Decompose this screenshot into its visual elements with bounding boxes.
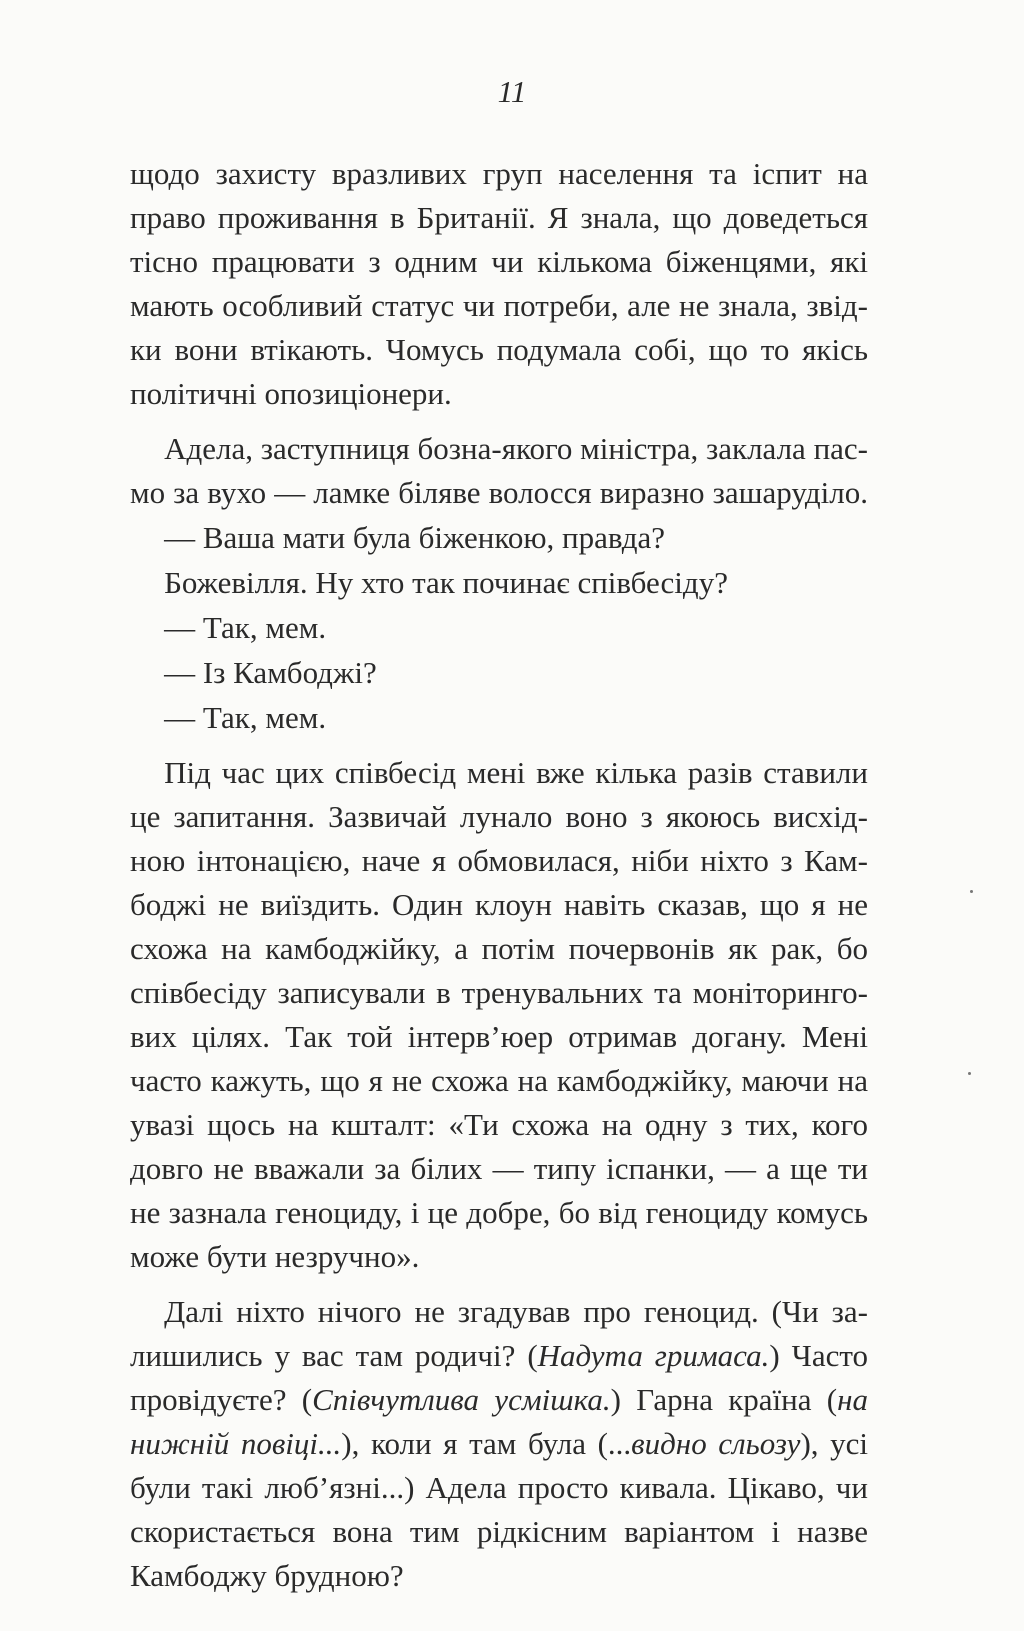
text-segment: лишились у вас там родичі? ( — [130, 1338, 538, 1373]
text-segment: ) Часто — [769, 1338, 868, 1373]
text-line — [130, 1554, 868, 1598]
text-line: щодо захисту вразливих груп населення та іспит на — [130, 156, 868, 191]
paper-speck — [970, 890, 973, 893]
paragraph — [130, 751, 868, 1279]
text-line: співбесіду записували в тренувальних та моніторинго- — [130, 975, 868, 1010]
text-line: боджі не виїздить. Один клоун навіть сказав, що я не — [130, 887, 868, 922]
text-line: ки вони втікають. Чомусь подумала собі, що то якісь — [130, 332, 868, 367]
text-line: Під час цих співбесід мені вже кілька разів ставили — [164, 755, 868, 790]
text-line: часто кажуть, що я не схожа на камбоджійку, маючи на — [130, 1063, 868, 1098]
text-segment: Далі ніхто нічого не згадував про геноцид. (Чи за- — [164, 1294, 868, 1329]
dialogue-line — [130, 651, 868, 695]
text-line: право проживання в Британії. Я знала, що доведеться — [130, 200, 868, 235]
text-line: вих цілях. Так той інтерв’юер отримав догану. Мені — [130, 1019, 868, 1054]
text-line: схожа на камбоджійку, а потім почервонів як рак, бо — [130, 931, 868, 966]
italic-segment: видно сльозу — [631, 1426, 801, 1461]
dialogue-line — [130, 696, 868, 740]
paragraph — [130, 152, 868, 416]
italic-segment: Співчутлива усмішка. — [312, 1382, 611, 1417]
text-segment: ), усі — [800, 1426, 869, 1461]
text-line: увазі щось на кшталт: «Ти схожа на одну з тих, кого — [130, 1107, 868, 1142]
text-line: тісно працювати з одним чи кількома біженцями, які — [130, 244, 868, 279]
text-segment: провідуєте? ( — [130, 1382, 313, 1417]
text-line: — Ваша мати була біженкою, правда? — [164, 520, 666, 555]
text-segment: ) Гарна країна ( — [610, 1382, 838, 1417]
text-line — [130, 1422, 868, 1466]
text-line — [130, 1290, 868, 1334]
text-line: — Із Камбоджі? — [164, 655, 377, 690]
dialogue-line — [130, 516, 868, 560]
text-line — [130, 1466, 868, 1510]
italic-segment: Надута гримаса. — [537, 1338, 770, 1373]
paragraph — [130, 1290, 868, 1598]
text-segment: ), коли я там була (... — [341, 1426, 632, 1461]
italic-segment: на — [837, 1382, 869, 1417]
text-line: мають особливий статус чи потреби, але не знала, звід- — [130, 288, 868, 323]
text-segment: були такі люб’язні...) Адела просто кивала. Цікаво, чи — [130, 1470, 868, 1505]
text-line: Адела, заступниця бозна-якого міністра, заклала пас- — [164, 431, 868, 466]
text-line: ною інтонацією, наче я обмовилася, ніби ніхто з Кам- — [130, 843, 868, 878]
text-line: довго не вважали за білих — типу іспанки, — а ще ти — [130, 1151, 868, 1186]
text-line — [130, 1334, 868, 1378]
page-number: 11 — [497, 74, 527, 109]
text-line: може бути незручно». — [130, 1239, 420, 1274]
text-line: — Так, мем. — [164, 610, 327, 645]
italic-segment: нижній повіці... — [130, 1426, 342, 1461]
text-line: політичні опозиціонери. — [130, 376, 452, 411]
text-line: мо за вухо — ламке біляве волосся виразно зашаруділо. — [130, 475, 868, 510]
text-line: це запитання. Зазвичай лунало воно з якоюсь висхід- — [130, 799, 868, 834]
text-line: не зазнала геноциду, і це добре, бо від геноциду комусь — [130, 1195, 868, 1230]
dialogue-line — [130, 606, 868, 650]
text-segment: скористається вона тим рідкісним варіантом і назве — [130, 1514, 868, 1549]
text-line: — Так, мем. — [164, 700, 327, 735]
text-line — [130, 1378, 868, 1422]
text-segment: Камбоджу брудною? — [130, 1558, 404, 1593]
paper-speck — [968, 1072, 971, 1075]
text-line — [130, 1510, 868, 1554]
paragraph — [130, 561, 868, 605]
text-line: Божевілля. Ну хто так починає співбесіду? — [164, 565, 728, 600]
paragraph — [130, 427, 868, 515]
body-text — [130, 152, 868, 1598]
